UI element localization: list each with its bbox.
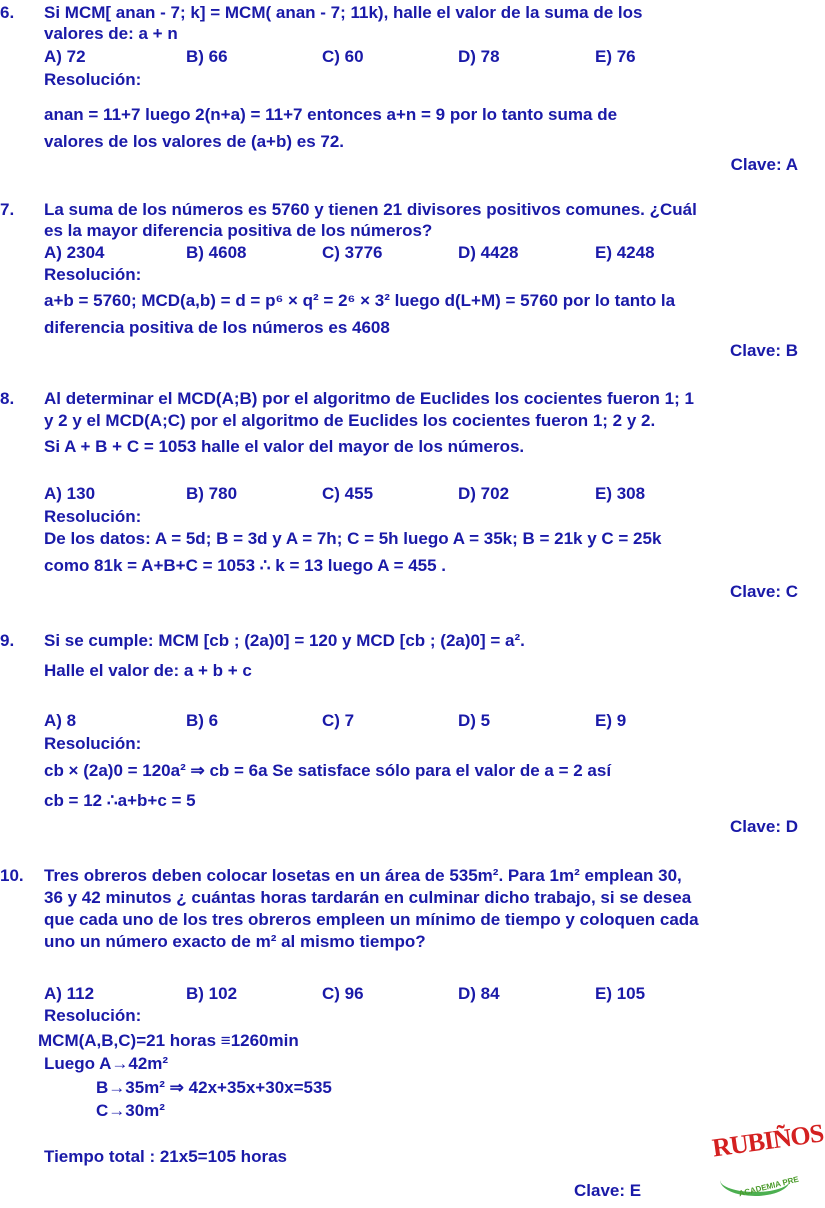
question-line: 36 y 42 minutos ¿ cuántas horas tardarán en culminar dicho trabajo, si se desea <box>44 888 692 907</box>
question-line: Al determinar el MCD(A;B) por el algoritmo de Euclides los cocientes fueron 1; 1 <box>44 389 694 408</box>
answer-key: Clave: B <box>729 341 798 360</box>
option-d: D) 4428 <box>458 243 519 262</box>
option-e: E) 308 <box>595 484 646 503</box>
question-line: Tres obreros deben colocar losetas en un área de 535m². Para 1m² emplean 30, <box>44 866 682 885</box>
resolution-line: De los datos: A = 5d; B = 3d y A = 7h; C = 5h luego A = 35k; B = 21k y C = 25k <box>44 529 662 548</box>
resolution-label: Resolución: <box>44 1006 142 1025</box>
option-b: B) 6 <box>186 711 219 730</box>
option-e: E) 4248 <box>595 243 655 262</box>
option-c: C) 96 <box>322 984 364 1003</box>
problem-number: 6. <box>0 3 15 22</box>
problem-number: 9. <box>0 631 15 650</box>
option-d: D) 78 <box>458 47 500 66</box>
option-e: E) 9 <box>595 711 627 730</box>
question-line: Si MCM[ anan - 7; k] = MCM( anan - 7; 11k), halle el valor de la suma de los <box>44 3 643 22</box>
resolution-label: Resolución: <box>44 265 142 284</box>
resolution-line: C→30m² <box>96 1101 165 1120</box>
option-a: A) 130 <box>44 484 96 503</box>
logo-name: RUBIÑOS <box>710 1118 825 1163</box>
resolution-line: como 81k = A+B+C = 1053 ∴ k = 13 luego A = 455 . <box>44 556 447 575</box>
resolution-line: cb = 12 ∴a+b+c = 5 <box>44 791 196 810</box>
question-line: Si A + B + C = 1053 halle el valor del mayor de los números. <box>44 437 525 456</box>
resolution-label: Resolución: <box>44 70 142 89</box>
resolution-line: Luego A→42m² <box>44 1054 169 1073</box>
logo-subtitle: ACADEMIA PRE <box>737 1174 800 1199</box>
option-d: D) 702 <box>458 484 510 503</box>
option-b: B) 102 <box>186 984 238 1003</box>
option-b: B) 4608 <box>186 243 247 262</box>
option-c: C) 7 <box>322 711 355 730</box>
question-line: valores de: a + n <box>44 24 178 43</box>
answer-key: Clave: A <box>730 155 798 174</box>
total-time: Tiempo total : 21x5=105 horas <box>44 1147 287 1166</box>
option-e: E) 76 <box>595 47 636 66</box>
option-a: A) 8 <box>44 711 77 730</box>
academy-logo <box>708 1118 825 1208</box>
resolution-label: Resolución: <box>44 734 142 753</box>
question-line: Si se cumple: MCM [cb ; (2a)0] = 120 y MCD [cb ; (2a)0] = a². <box>44 631 525 650</box>
resolution-line: diferencia positiva de los números es 4608 <box>44 318 390 337</box>
resolution-line: MCM(A,B,C)=21 horas ≡1260min <box>38 1031 299 1050</box>
resolution-line: valores de los valores de (a+b) es 72. <box>44 132 345 151</box>
option-d: D) 5 <box>458 711 491 730</box>
option-b: B) 66 <box>186 47 228 66</box>
answer-key: Clave: E <box>574 1181 642 1200</box>
problem-number: 8. <box>0 389 15 408</box>
question-line: que cada uno de los tres obreros empleen un mínimo de tiempo y coloquen cada <box>44 910 699 929</box>
option-c: C) 60 <box>322 47 364 66</box>
option-b: B) 780 <box>186 484 238 503</box>
question-line: y 2 y el MCD(A;C) por el algoritmo de Euclides los cocientes fueron 1; 2 y 2. <box>44 411 656 430</box>
question-line: uno un número exacto de m² al mismo tiempo? <box>44 932 426 951</box>
question-line: La suma de los números es 5760 y tienen 21 divisores positivos comunes. ¿Cuál <box>44 200 697 219</box>
resolution-line: B→35m² ⇒ 42x+35x+30x=535 <box>96 1078 332 1097</box>
option-d: D) 84 <box>458 984 500 1003</box>
option-c: C) 455 <box>322 484 374 503</box>
problem-number: 7. <box>0 200 15 219</box>
option-a: A) 112 <box>44 984 95 1003</box>
resolution-line: anan = 11+7 luego 2(n+a) = 11+7 entonces a+n = 9 por lo tanto suma de <box>44 105 618 124</box>
answer-key: Clave: D <box>729 817 798 836</box>
option-c: C) 3776 <box>322 243 383 262</box>
question-line: es la mayor diferencia positiva de los números? <box>44 221 433 240</box>
question-line: Halle el valor de: a + b + c <box>44 661 252 680</box>
problem-number: 10. <box>0 866 24 885</box>
option-a: A) 72 <box>44 47 86 66</box>
option-a: A) 2304 <box>44 243 105 262</box>
answer-key: Clave: C <box>729 582 798 601</box>
resolution-line: cb × (2a)0 = 120a² ⇒ cb = 6a Se satisface sólo para el valor de a = 2 así <box>44 761 612 780</box>
option-e: E) 105 <box>595 984 646 1003</box>
resolution-line: a+b = 5760; MCD(a,b) = d = p⁶ × q² = 2⁶ × 3² luego d(L+M) = 5760 por lo tanto la <box>44 291 676 310</box>
resolution-label: Resolución: <box>44 507 142 526</box>
